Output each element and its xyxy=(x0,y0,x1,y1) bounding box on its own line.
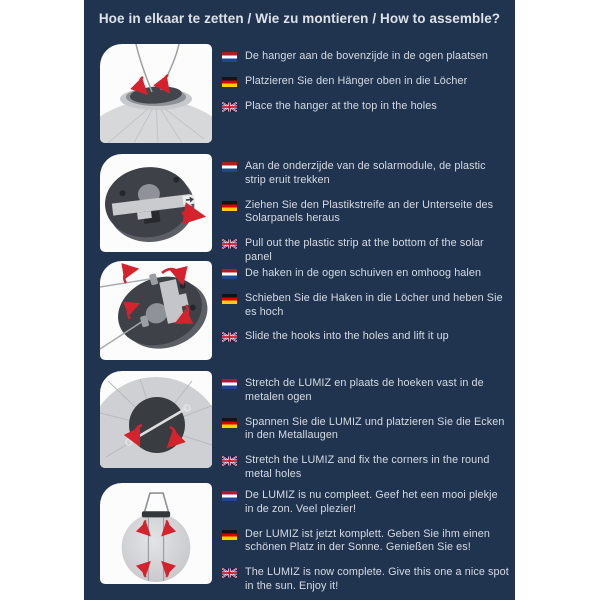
instruction-text-nl: De hanger aan de bovenzijde in de ogen plaatsen xyxy=(245,50,489,62)
instruction-item-de xyxy=(222,528,515,556)
netherlands-flag-icon xyxy=(222,491,237,501)
step-3-illustration xyxy=(100,261,212,360)
solar-module-bottom-illustration-svg xyxy=(100,154,212,252)
assembly-step-row-1 xyxy=(100,44,499,143)
instruction-text-en: Place the hanger at the top in the holes xyxy=(245,99,437,112)
step-3-texts xyxy=(222,267,515,355)
instruction-item-en xyxy=(222,330,515,344)
complete-lantern-illustration-svg xyxy=(100,483,212,584)
assembly-instructions-panel xyxy=(84,0,515,600)
instruction-item-en xyxy=(222,454,515,482)
instruction-item-nl xyxy=(222,50,515,64)
instruction-item-nl xyxy=(222,489,515,517)
instruction-item-nl xyxy=(222,160,515,188)
germany-flag-icon xyxy=(222,530,237,540)
page-title: Hoe in elkaar te zetten / Wie zu montieren / How to assemble? xyxy=(98,11,501,26)
step-1-illustration xyxy=(100,44,212,143)
step-4-texts xyxy=(222,377,515,493)
step-4-illustration xyxy=(100,371,212,468)
instruction-item-nl xyxy=(222,267,515,281)
instruction-text-de: Schieben Sie die Haken in die Löcher und heben Sie es hoch xyxy=(245,291,503,318)
instruction-text-de: Der LUMIZ ist jetzt komplett. Geben Sie ihm einen schönen Platz in der Sonne. Genießen Sie es! xyxy=(245,527,490,554)
instruction-text-en: The LUMIZ is now complete. Give this one a nice spot in the sun. Enjoy it! xyxy=(245,566,509,593)
hooks-into-holes-illustration-svg xyxy=(100,261,212,360)
stretch-corners-illustration-svg xyxy=(100,371,212,468)
uk-flag-icon xyxy=(222,332,237,342)
netherlands-flag-icon xyxy=(222,269,237,279)
uk-flag-icon xyxy=(222,102,237,112)
instruction-text-nl: Stretch de LUMIZ en plaats de hoeken vast in de metalen ogen xyxy=(245,377,484,403)
instruction-text-en: Slide the hooks into the holes and lift it up xyxy=(245,330,449,343)
step-5-illustration xyxy=(100,483,212,584)
instruction-text-en: Stretch the LUMIZ and fix the corners in the round metal holes xyxy=(245,454,490,481)
instruction-text-nl: Aan de onderzijde van de solarmodule, de plastic strip eruit trekken xyxy=(245,160,486,186)
instruction-text-de: Ziehen Sie den Plastikstreife an der Unterseite des Solarpanels heraus xyxy=(245,198,494,225)
germany-flag-icon xyxy=(222,201,237,211)
lantern-top-illustration-svg xyxy=(100,44,212,143)
instruction-text-nl: De LUMIZ is nu compleet. Geef het een mooi plekje in de zon. Veel plezier! xyxy=(245,489,498,515)
assembly-step-row-2 xyxy=(100,154,499,264)
uk-flag-icon xyxy=(222,239,237,249)
instruction-item-en xyxy=(222,100,515,114)
instruction-item-de xyxy=(222,75,515,89)
instruction-item-de xyxy=(222,416,515,444)
instruction-text-de: Platzieren Sie den Hänger oben in die Löcher xyxy=(245,74,468,87)
assembly-step-row-5 xyxy=(100,483,509,593)
netherlands-flag-icon xyxy=(222,52,237,62)
step-5-texts xyxy=(222,489,515,605)
step-2-illustration xyxy=(100,154,212,252)
instruction-item-en xyxy=(222,566,515,594)
netherlands-flag-icon xyxy=(222,162,237,172)
germany-flag-icon xyxy=(222,77,237,87)
instruction-item-de xyxy=(222,292,515,320)
netherlands-flag-icon xyxy=(222,379,237,389)
instruction-item-nl xyxy=(222,377,515,405)
germany-flag-icon xyxy=(222,418,237,428)
step-1-texts xyxy=(222,50,515,124)
uk-flag-icon xyxy=(222,568,237,578)
step-2-texts xyxy=(222,160,515,276)
assembly-step-row-3 xyxy=(100,261,503,360)
germany-flag-icon xyxy=(222,294,237,304)
uk-flag-icon xyxy=(222,456,237,466)
instruction-item-de xyxy=(222,199,515,227)
assembly-step-row-4 xyxy=(100,371,505,481)
instruction-text-en: Pull out the plastic strip at the bottom of the solar panel xyxy=(245,237,484,264)
instruction-text-de: Spannen Sie die LUMIZ und platzieren Sie die Ecken in den Metallaugen xyxy=(245,415,505,442)
instruction-text-nl: De haken in de ogen schuiven en omhoog halen xyxy=(245,267,482,279)
